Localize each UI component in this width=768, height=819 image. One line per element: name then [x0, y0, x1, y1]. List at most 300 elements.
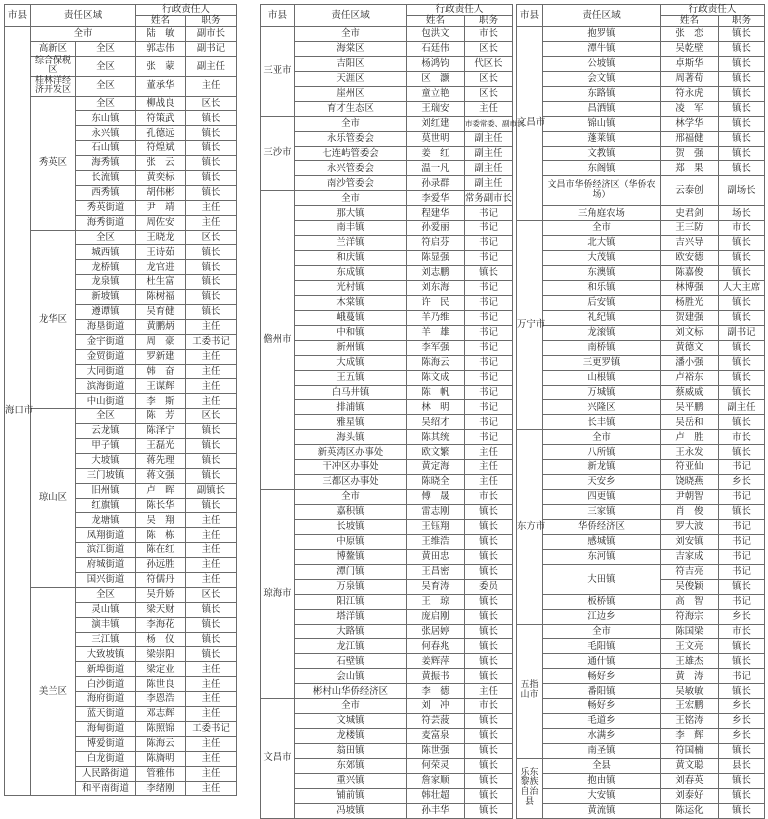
area-cell: 白龙街道 — [76, 751, 136, 766]
name-cell: 陈树福 — [136, 290, 186, 305]
title-cell: 书记 — [719, 534, 765, 549]
title-cell: 主任 — [186, 662, 237, 677]
title-cell: 镇长 — [719, 71, 765, 86]
name-cell: 胡伟彬 — [136, 185, 186, 200]
table-row — [517, 415, 765, 430]
title-cell: 书记 — [465, 370, 513, 385]
area-cell: 全区 — [76, 56, 136, 76]
table-row — [261, 669, 513, 684]
name-cell: 吴敏敏 — [661, 684, 719, 699]
title-cell: 镇长 — [186, 275, 237, 290]
name-cell: 吴 翔 — [136, 513, 186, 528]
area-cell: 那大镇 — [295, 206, 407, 221]
area-cell: 东河镇 — [543, 549, 661, 564]
area-cell: 畅好乡 — [543, 669, 661, 684]
name-cell: 陈海云 — [136, 736, 186, 751]
area-cell: 大路镇 — [295, 624, 407, 639]
title-cell: 镇长 — [465, 534, 513, 549]
name-cell: 吴俊颖 — [661, 579, 719, 594]
area-cell: 石山镇 — [76, 141, 136, 156]
title-cell: 副主任 — [465, 131, 513, 146]
title-cell: 镇长 — [465, 505, 513, 520]
title-cell: 主任 — [465, 445, 513, 460]
name-cell: 陈照锦 — [136, 721, 186, 736]
area-cell: 崖州区 — [295, 86, 407, 101]
title-cell: 书记 — [465, 206, 513, 221]
area-cell: 通什镇 — [543, 654, 661, 669]
table-row — [517, 41, 765, 56]
table-row — [5, 230, 237, 245]
title-cell: 镇长 — [719, 251, 765, 266]
title-cell: 主任 — [186, 692, 237, 707]
name-cell: 刘 冲 — [407, 699, 465, 714]
table-row — [517, 206, 765, 221]
name-cell: 张 蒙 — [136, 56, 186, 76]
title-cell: 主任 — [186, 528, 237, 543]
title-cell: 主任 — [186, 349, 237, 364]
area-cell: 锦山镇 — [543, 116, 661, 131]
table-row — [261, 714, 513, 729]
title-cell: 镇长 — [465, 744, 513, 759]
title-cell: 镇长 — [186, 245, 237, 260]
header-admin: 行政责任人 — [136, 5, 237, 16]
title-cell: 书记 — [719, 594, 765, 609]
title-cell: 主任 — [465, 460, 513, 475]
city-cell: 万宁市 — [517, 221, 543, 430]
area-cell: 全区 — [76, 409, 136, 424]
name-cell: 温一凡 — [407, 161, 465, 176]
title-cell: 书记 — [719, 669, 765, 684]
name-cell: 卢裕东 — [661, 370, 719, 385]
name-cell: 符永虎 — [661, 86, 719, 101]
area-cell: 龙桥镇 — [76, 260, 136, 275]
area-cell: 城西镇 — [76, 245, 136, 260]
table-row — [261, 445, 513, 460]
area-cell: 全区 — [76, 41, 136, 56]
name-cell: 陈运化 — [661, 803, 719, 818]
area-cell: 府城街道 — [76, 558, 136, 573]
table-row — [517, 71, 765, 86]
table-row — [517, 594, 765, 609]
title-cell: 镇长 — [186, 632, 237, 647]
table-row — [261, 355, 513, 370]
title-cell: 镇长 — [465, 549, 513, 564]
table-row — [517, 549, 765, 564]
table-row — [261, 101, 513, 116]
name-cell: 陈旖明 — [136, 751, 186, 766]
name-cell: 陈嘉俊 — [661, 266, 719, 281]
table-row — [261, 116, 513, 131]
table-row — [261, 579, 513, 594]
name-cell: 李 斯 — [136, 394, 186, 409]
name-cell: 莫世明 — [407, 131, 465, 146]
title-cell: 市长 — [465, 699, 513, 714]
area-cell: 昌洒镇 — [543, 101, 661, 116]
title-cell: 主任 — [186, 766, 237, 781]
table-row — [261, 325, 513, 340]
table-row — [517, 27, 765, 42]
area-cell: 东阁镇 — [543, 161, 661, 176]
title-cell: 镇长 — [719, 310, 765, 325]
name-cell: 张 云 — [136, 156, 186, 171]
responsibility-table-3 — [516, 4, 765, 819]
area-cell: 大同街道 — [76, 364, 136, 379]
title-cell: 镇长 — [186, 305, 237, 320]
header-title: 职务 — [186, 16, 237, 27]
table-row — [517, 505, 765, 520]
area-cell: 遵谭镇 — [76, 305, 136, 320]
area-cell: 后安镇 — [543, 295, 661, 310]
area-cell: 全市 — [543, 624, 661, 639]
table-row — [261, 639, 513, 654]
name-cell: 史君剑 — [661, 206, 719, 221]
table-row — [517, 221, 765, 236]
city-cell: 儋州市 — [261, 191, 295, 490]
table-row — [261, 146, 513, 161]
title-cell: 副主任 — [465, 176, 513, 191]
area-cell: 新英湾区办事处 — [295, 445, 407, 460]
name-cell: 吉家成 — [661, 549, 719, 564]
table-row — [261, 161, 513, 176]
table-row — [517, 340, 765, 355]
name-cell: 童立艳 — [407, 86, 465, 101]
area-cell: 感城镇 — [543, 534, 661, 549]
area-cell: 龙楼镇 — [295, 729, 407, 744]
name-cell: 陈 帆 — [407, 385, 465, 400]
table-row — [5, 96, 237, 111]
name-cell: 黄奕标 — [136, 170, 186, 185]
area-cell: 和乐镇 — [543, 280, 661, 295]
area-cell: 海秀街道 — [76, 215, 136, 230]
title-cell: 镇长 — [186, 111, 237, 126]
area-cell: 三角庭农场 — [543, 206, 661, 221]
name-cell: 李军强 — [407, 340, 465, 355]
area-cell: 雅星镇 — [295, 415, 407, 430]
area-cell: 东成镇 — [295, 266, 407, 281]
district-cell: 秀英区 — [31, 96, 76, 230]
name-cell: 王三防 — [661, 221, 719, 236]
table-row — [517, 519, 765, 534]
header-city: 市县 — [517, 5, 543, 27]
title-cell: 镇长 — [186, 424, 237, 439]
area-cell: 博爱街道 — [76, 736, 136, 751]
table-row — [261, 385, 513, 400]
responsibility-table-2 — [260, 4, 525, 819]
area-cell: 红旗镇 — [76, 498, 136, 513]
table-row — [517, 788, 765, 803]
name-cell: 何荣灵 — [407, 758, 465, 773]
name-cell: 李海花 — [136, 617, 186, 632]
area-cell: 大茂镇 — [543, 251, 661, 266]
name-cell: 蒋文强 — [136, 468, 186, 483]
table-row — [261, 758, 513, 773]
table-row — [517, 400, 765, 415]
title-cell: 书记 — [465, 310, 513, 325]
name-cell: 李恩浩 — [136, 692, 186, 707]
area-cell: 永兴管委会 — [295, 161, 407, 176]
table-row — [261, 206, 513, 221]
name-cell: 庞启刚 — [407, 609, 465, 624]
title-cell: 镇长 — [719, 266, 765, 281]
name-cell: 许 民 — [407, 295, 465, 310]
title-cell: 副主任 — [465, 161, 513, 176]
table-row — [261, 744, 513, 759]
area-cell: 兰洋镇 — [295, 236, 407, 251]
title-cell: 镇长 — [465, 639, 513, 654]
name-cell: 麦富泉 — [407, 729, 465, 744]
table-row — [261, 56, 513, 71]
area-cell: 会文镇 — [543, 71, 661, 86]
title-cell: 镇长 — [719, 41, 765, 56]
table-row — [261, 266, 513, 281]
area-cell: 万泉镇 — [295, 579, 407, 594]
name-cell: 王维浩 — [407, 534, 465, 549]
name-cell: 陈在红 — [136, 543, 186, 558]
title-cell: 市委常委、副市长 — [465, 116, 513, 131]
name-cell: 王磊光 — [136, 439, 186, 454]
name-cell: 郑 果 — [661, 161, 719, 176]
title-cell: 书记 — [465, 295, 513, 310]
title-cell: 镇长 — [465, 714, 513, 729]
title-cell: 副市长 — [186, 27, 237, 42]
area-cell: 水满乡 — [543, 729, 661, 744]
district-cell: 高新区 — [31, 41, 76, 56]
table-row — [261, 86, 513, 101]
table-row — [261, 564, 513, 579]
name-cell: 符亚仙 — [661, 460, 719, 475]
city-cell: 文昌市 — [261, 699, 295, 819]
title-cell: 镇长 — [719, 86, 765, 101]
table-row — [517, 236, 765, 251]
area-cell: 长丰镇 — [543, 415, 661, 430]
name-cell: 王诗茹 — [136, 245, 186, 260]
title-cell: 副镇长 — [186, 483, 237, 498]
title-cell: 镇长 — [719, 340, 765, 355]
title-cell: 镇长 — [465, 624, 513, 639]
responsibility-table-1 — [4, 4, 237, 796]
table-row — [261, 27, 513, 42]
table-row — [517, 266, 765, 281]
area-cell: 全市 — [295, 116, 407, 131]
name-cell: 贺建强 — [661, 310, 719, 325]
name-cell: 符启芬 — [407, 236, 465, 251]
name-cell: 孙远胜 — [136, 558, 186, 573]
title-cell: 书记 — [719, 564, 765, 579]
table-row — [261, 773, 513, 788]
title-cell: 主任 — [465, 475, 513, 490]
name-cell: 吴岳和 — [661, 415, 719, 430]
table-row — [517, 370, 765, 385]
table-row — [261, 221, 513, 236]
title-cell: 镇长 — [719, 788, 765, 803]
title-cell: 主任 — [465, 101, 513, 116]
title-cell: 镇长 — [719, 131, 765, 146]
table-row — [5, 41, 237, 56]
name-cell: 柳战良 — [136, 96, 186, 111]
title-cell: 镇长 — [465, 609, 513, 624]
name-cell: 黄鹏炳 — [136, 319, 186, 334]
name-cell: 陈国梁 — [661, 624, 719, 639]
title-cell: 镇长 — [719, 773, 765, 788]
name-cell: 梁崇阳 — [136, 647, 186, 662]
name-cell: 杨鸿钧 — [407, 56, 465, 71]
table-row — [261, 654, 513, 669]
area-cell: 龙塘镇 — [76, 513, 136, 528]
area-cell: 全市 — [543, 430, 661, 445]
name-cell: 李爱华 — [407, 191, 465, 206]
title-cell: 主任 — [465, 684, 513, 699]
name-cell: 符儒丹 — [136, 573, 186, 588]
title-cell: 代区长 — [465, 56, 513, 71]
area-cell: 抱由镇 — [543, 773, 661, 788]
name-cell: 刘安镇 — [661, 534, 719, 549]
title-cell: 镇长 — [719, 161, 765, 176]
title-cell: 镇长 — [719, 355, 765, 370]
area-cell: 文昌市华侨经济区（华侨农场） — [543, 176, 661, 206]
area-cell: 全市 — [31, 27, 136, 42]
city-cell: 五指山市 — [517, 624, 543, 758]
title-cell: 镇长 — [186, 453, 237, 468]
area-cell: 博鳌镇 — [295, 549, 407, 564]
title-cell: 镇长 — [465, 788, 513, 803]
area-cell: 彬村山华侨经济区 — [295, 684, 407, 699]
title-cell: 主任 — [186, 558, 237, 573]
area-cell: 全区 — [76, 76, 136, 96]
area-cell: 铺前镇 — [295, 788, 407, 803]
title-cell: 副主任 — [186, 56, 237, 76]
name-cell: 尹朝智 — [661, 490, 719, 505]
area-cell: 蓬莱镇 — [543, 131, 661, 146]
name-cell: 程建华 — [407, 206, 465, 221]
area-cell: 中山街道 — [76, 394, 136, 409]
area-cell: 阳江镇 — [295, 594, 407, 609]
title-cell: 镇长 — [719, 236, 765, 251]
area-cell: 秀英街道 — [76, 200, 136, 215]
title-cell: 区长 — [465, 41, 513, 56]
table-row — [517, 624, 765, 639]
table-row — [517, 430, 765, 445]
area-cell: 大田镇 — [543, 564, 661, 594]
area-cell: 南沙管委会 — [295, 176, 407, 191]
area-cell: 和平南街道 — [76, 781, 136, 796]
name-cell: 孙爱丽 — [407, 221, 465, 236]
table-row — [517, 310, 765, 325]
table-row — [261, 475, 513, 490]
area-cell: 公坡镇 — [543, 56, 661, 71]
table-row — [261, 400, 513, 415]
title-cell: 镇长 — [186, 185, 237, 200]
area-cell: 抱罗镇 — [543, 27, 661, 42]
title-cell: 镇长 — [719, 803, 765, 818]
title-cell: 镇长 — [186, 126, 237, 141]
title-cell: 镇长 — [719, 101, 765, 116]
area-cell: 海垦街道 — [76, 319, 136, 334]
title-cell: 书记 — [465, 385, 513, 400]
title-cell: 场长 — [719, 206, 765, 221]
name-cell: 潘小强 — [661, 355, 719, 370]
name-cell: 卓斯华 — [661, 56, 719, 71]
title-cell: 乡长 — [719, 609, 765, 624]
title-cell: 主任 — [186, 736, 237, 751]
title-cell: 副主任 — [719, 400, 765, 415]
name-cell: 吉兴导 — [661, 236, 719, 251]
table-row — [261, 430, 513, 445]
title-cell: 镇长 — [186, 170, 237, 185]
name-cell: 刘文标 — [661, 325, 719, 340]
title-cell: 镇长 — [465, 564, 513, 579]
area-cell: 长坡镇 — [295, 519, 407, 534]
title-cell: 镇长 — [186, 602, 237, 617]
title-cell: 镇长 — [186, 290, 237, 305]
name-cell: 陈文成 — [407, 370, 465, 385]
area-cell: 番阳镇 — [543, 684, 661, 699]
title-cell: 市长 — [719, 624, 765, 639]
area-cell: 全市 — [295, 490, 407, 505]
title-cell: 主任 — [186, 751, 237, 766]
area-cell: 吉阳区 — [295, 56, 407, 71]
area-cell: 东山镇 — [76, 111, 136, 126]
title-cell: 书记 — [465, 430, 513, 445]
area-cell: 演丰镇 — [76, 617, 136, 632]
name-cell: 李绪刚 — [136, 781, 186, 796]
table-row — [5, 56, 237, 76]
area-cell: 长流镇 — [76, 170, 136, 185]
header-title: 职务 — [465, 16, 513, 27]
title-cell: 书记 — [465, 340, 513, 355]
title-cell: 乡长 — [719, 729, 765, 744]
city-cell: 东方市 — [517, 430, 543, 624]
name-cell: 吴育涛 — [407, 579, 465, 594]
header-city: 市县 — [261, 5, 295, 27]
name-cell: 梁定业 — [136, 662, 186, 677]
area-cell: 三家镇 — [543, 505, 661, 520]
name-cell: 吴育健 — [136, 305, 186, 320]
table-row — [517, 744, 765, 759]
name-cell: 符芸菠 — [407, 714, 465, 729]
name-cell: 黄德文 — [661, 340, 719, 355]
title-cell: 主任 — [186, 781, 237, 796]
area-cell: 龙江镇 — [295, 639, 407, 654]
name-cell: 欧安德 — [661, 251, 719, 266]
city-cell: 琼海市 — [261, 490, 295, 699]
area-cell: 南丰镇 — [295, 221, 407, 236]
title-cell: 书记 — [465, 236, 513, 251]
header-name: 姓名 — [661, 16, 719, 27]
title-cell: 主任 — [186, 200, 237, 215]
area-cell: 中原镇 — [295, 534, 407, 549]
table-row — [261, 41, 513, 56]
table-row — [261, 295, 513, 310]
title-cell: 主任 — [186, 215, 237, 230]
area-cell: 木棠镇 — [295, 295, 407, 310]
name-cell: 林学华 — [661, 116, 719, 131]
table-row — [261, 609, 513, 624]
title-cell: 书记 — [465, 355, 513, 370]
title-cell: 镇长 — [719, 116, 765, 131]
table-row — [261, 236, 513, 251]
area-cell: 和庆镇 — [295, 251, 407, 266]
title-cell: 镇长 — [719, 684, 765, 699]
area-cell: 江边乡 — [543, 609, 661, 624]
name-cell: 姜辉萍 — [407, 654, 465, 669]
title-cell: 工委书记 — [186, 721, 237, 736]
area-cell: 全区 — [76, 96, 136, 111]
header-name: 姓名 — [136, 16, 186, 27]
title-cell: 主任 — [186, 394, 237, 409]
title-cell: 镇长 — [465, 773, 513, 788]
area-cell: 大致坡镇 — [76, 647, 136, 662]
area-cell: 光村镇 — [295, 280, 407, 295]
